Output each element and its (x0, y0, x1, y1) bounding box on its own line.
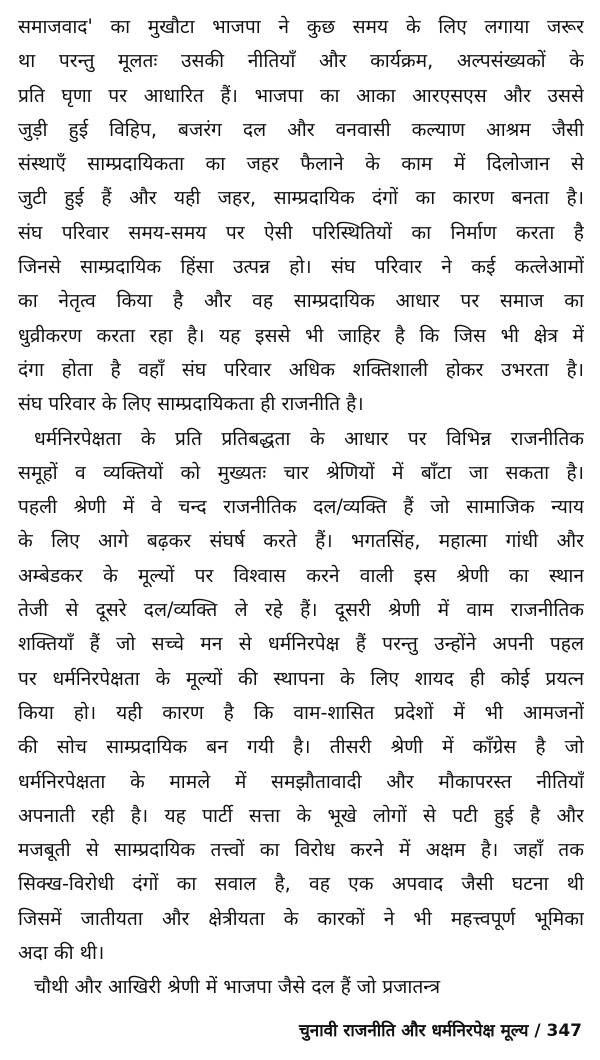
text-line: धर्मनिरपेक्षता के प्रति प्रतिबद्धता के आधार पर विभिन्न राजनीतिक (34, 426, 584, 450)
text-line: संघ परिवार के लिए साम्प्रदायिकता ही राजनीति है। (18, 392, 364, 416)
text-line: पहली श्रेणी में वे चन्द राजनीतिक दल/व्यक्ति हैं जो सामाजिक न्याय (18, 495, 584, 519)
text-line: अम्बेडकर के मूल्यों पर विश्वास करने वाली इस श्रेणी का स्थान (18, 563, 584, 587)
page-footer (299, 1018, 582, 1041)
text-line: संघ परिवार समय-समय पर ऐसी परिस्थितियों का निर्माण करता है (18, 220, 584, 244)
paragraph (18, 422, 584, 971)
footer-separator: / (534, 1021, 541, 1041)
text-line: शक्तियाँ हैं जो सच्चे मन से धर्मनिरपेक्ष हैं परन्तु उन्होंने अपनी पहल (18, 632, 584, 656)
text-line: जिनसे साम्प्रदायिक हिंसा उत्पन्न हो। संघ परिवार ने कई कत्लेआमों (18, 255, 584, 279)
text-line: पर धर्मनिरपेक्षता के मूल्यों की स्थापना के लिए शायद ही कोई प्रयत्न (18, 666, 584, 690)
text-line: अदा की थी। (18, 941, 105, 965)
text-line: चौथी और आखिरी श्रेणी में भाजपा जैसे दल हैं जो प्रजातन्त्र (34, 975, 441, 999)
text-line: जुटी हुई हैं और यही जहर, साम्प्रदायिक दंगों का कारण बनता है। (18, 186, 584, 210)
text-line: मजबूती से साम्प्रदायिक तत्त्वों का विरोध करने में अक्षम है। जहाँ तक (18, 838, 584, 862)
text-line: किया हो। यही कारण है कि वाम-शासित प्रदेशों में भी आमजनों (18, 700, 584, 724)
text-line: संस्थाएँ साम्प्रदायिकता का जहर फैलाने के काम में दिलोजान से (18, 152, 584, 176)
text-line: के लिए आगे बढ़कर संघर्ष करते हैं। भगतसिंह, महात्मा गांधी और (18, 529, 584, 553)
text-line: था परन्तु मूलतः उसकी नीतियाँ और कार्यक्रम, अल्पसंख्यकों के (18, 49, 584, 73)
text-line: की सोच साम्प्रदायिक बन गयी है। तीसरी श्रेणी में काँग्रेस है जो (18, 735, 584, 759)
text-line: दंगा होता है वहाँ संघ परिवार अधिक शक्तिशाली होकर उभरता है। (18, 357, 584, 381)
text-line: समूहों व व्यक्तियों को मुख्यतः चार श्रेणियों में बाँटा जा सकता है। (18, 460, 584, 484)
text-line: जुड़ी हुई विहिप, बजरंग दल और वनवासी कल्याण आश्रम जैसी (18, 117, 584, 141)
text-line: धुव्रीकरण करता रहा है। यह इससे भी जाहिर है कि जिस भी क्षेत्र में (18, 323, 584, 347)
text-line: धर्मनिरपेक्षता के मामले में समझौतावादी और मौकापरस्त नीतियाँ (18, 769, 584, 793)
paragraph (18, 10, 584, 422)
body-text (18, 10, 584, 1005)
text-line: जिसमें जातीयता और क्षेत्रीयता के कारकों ने भी महत्त्वपूर्ण भूमिका (18, 906, 584, 930)
text-line: समाजवाद' का मुखौटा भाजपा ने कुछ समय के लिए लगाया जरूर (18, 15, 584, 38)
text-line: का नेतृत्व किया है और वह साम्प्रदायिक आधार पर समाज का (18, 289, 584, 313)
page-number: 347 (546, 1021, 582, 1041)
text-line: सिक्ख-विरोधी दंगों का सवाल है, वह एक अपवाद जैसी घटना थी (18, 872, 584, 896)
running-title: चुनावी राजनीति और धर्मनिरपेक्ष मूल्य (298, 1021, 529, 1041)
paragraph (18, 970, 584, 1004)
text-line: प्रति घृणा पर आधारित हैं। भाजपा का आका आरएसएस और उससे (18, 83, 584, 107)
text-line: अपनाती रही है। यह पार्टी सत्ता के भूखे लोगों से पटी हुई है और (18, 803, 584, 827)
text-line: तेजी से दूसरे दल/व्यक्ति ले रहे हैं। दूसरी श्रेणी में वाम राजनीतिक (18, 598, 584, 622)
